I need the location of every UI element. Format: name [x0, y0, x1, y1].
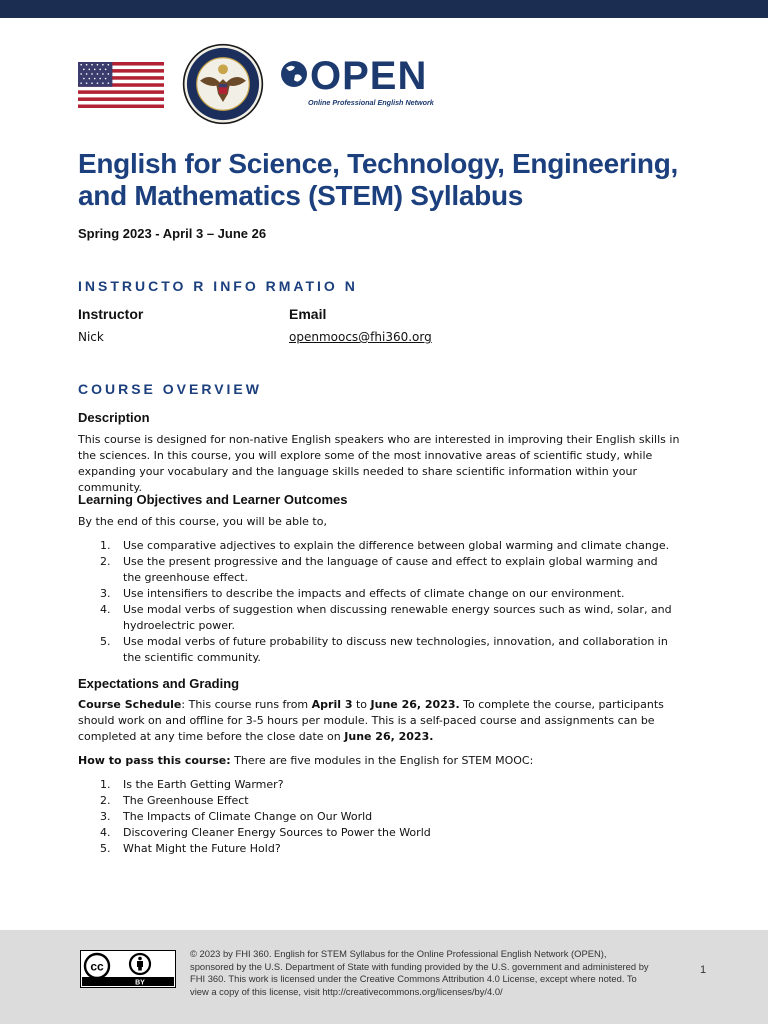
- objective-text: Use modal verbs of future probability to discuss new technologies, innovation, and collaboration in the scientific community.: [123, 635, 668, 664]
- list-number: 4.: [100, 603, 111, 616]
- creative-commons-by-icon: [80, 950, 176, 988]
- list-number: 1.: [100, 539, 111, 552]
- objective-text: Use modal verbs of suggestion when discussing renewable energy sources such as wind, solar, and hydroelectric power.: [123, 603, 672, 632]
- module-title: Is the Earth Getting Warmer?: [123, 778, 284, 791]
- list-number: 4.: [100, 826, 111, 839]
- cc-by-label: BY: [135, 979, 145, 987]
- module-title: The Greenhouse Effect: [123, 794, 249, 807]
- term-dates: Spring 2023 - April 3 – June 26: [78, 226, 267, 241]
- globe-icon: [280, 58, 308, 94]
- list-number: 5.: [100, 842, 111, 855]
- expectations-heading: Expectations and Grading: [78, 676, 240, 691]
- schedule-start-date: April 3: [311, 698, 353, 711]
- instructor-name: Nick: [78, 330, 104, 344]
- open-logo: [280, 54, 434, 110]
- open-logo-subtitle: Online Professional English Network: [308, 98, 434, 107]
- how-to-pass-label: How to pass this course:: [78, 754, 231, 767]
- list-item: [78, 602, 678, 634]
- license-text: © 2023 by FHI 360. English for STEM Syllabus for the Online Professional English Network (OPEN), sponsored by the U.S. Department of State with funding provided by the U.S. government and administered by FHI 360. This work is licensed under the Creative Commons Attribution 4.0 License, except where noted. To view a copy of this license, visit http://creativecommons.org/licenses/by/4.0/: [190, 948, 649, 997]
- list-item: [78, 841, 678, 857]
- list-item: [78, 777, 678, 793]
- open-logo-text: OPEN: [310, 54, 428, 98]
- schedule-text-part: : This course runs from: [181, 698, 312, 711]
- list-number: 2.: [100, 555, 111, 568]
- objectives-list: [78, 538, 678, 666]
- list-number: 1.: [100, 778, 111, 791]
- modules-list: [78, 777, 678, 857]
- how-to-pass-text: [78, 753, 693, 769]
- list-item: [78, 586, 678, 602]
- course-overview-heading: COURSE OVERVIEW: [78, 381, 262, 397]
- list-number: 5.: [100, 635, 111, 648]
- instructor-email-link[interactable]: openmoocs@fhi360.org: [289, 330, 432, 344]
- list-number: 3.: [100, 587, 111, 600]
- svg-text:cc: cc: [90, 959, 104, 974]
- us-flag-icon: [78, 62, 164, 108]
- list-item: [78, 554, 678, 586]
- list-item: [78, 809, 678, 825]
- logo-row: [78, 42, 434, 128]
- list-item: [78, 538, 678, 554]
- email-column-header: Email: [289, 306, 327, 322]
- department-of-state-seal-icon: [182, 42, 264, 126]
- description-text: This course is designed for non-native English speakers who are interested in improving their English skills in the sciences. In this course, you will explore some of the most innovative areas of scientific study, while expanding your vocabulary and the language skills needed to share scientific information within your community.: [78, 433, 680, 494]
- page-footer: [0, 930, 768, 1024]
- list-item: [78, 793, 678, 809]
- how-to-pass-detail: There are five modules in the English for STEM MOOC:: [230, 754, 534, 767]
- schedule-label: Course Schedule: [78, 698, 182, 711]
- list-number: 3.: [100, 810, 111, 823]
- page-number: 1: [700, 964, 707, 976]
- objectives-heading: Learning Objectives and Learner Outcomes: [78, 492, 348, 507]
- description-heading: Description: [78, 410, 150, 425]
- page-title: English for Science, Technology, Engineering, and Mathematics (STEM) Syllabus: [78, 148, 678, 211]
- module-title: Discovering Cleaner Energy Sources to Power the World: [123, 826, 431, 839]
- objective-text: Use comparative adjectives to explain the difference between global warming and climate change.: [123, 539, 670, 552]
- schedule-text-part: to: [352, 698, 371, 711]
- schedule-close-date: June 26, 2023.: [344, 730, 434, 743]
- instructor-column-header: Instructor: [78, 306, 144, 322]
- module-title: What Might the Future Hold?: [123, 842, 281, 855]
- course-schedule-text: [78, 697, 693, 745]
- module-title: The Impacts of Climate Change on Our World: [123, 810, 373, 823]
- list-item: [78, 634, 678, 666]
- top-banner-bar: [0, 0, 768, 18]
- list-number: 2.: [100, 794, 111, 807]
- objective-text: Use the present progressive and the language of cause and effect to explain global warming and the greenhouse effect.: [123, 555, 658, 584]
- objectives-intro: By the end of this course, you will be able to,: [78, 515, 327, 528]
- schedule-end-date: June 26, 2023.: [370, 698, 460, 711]
- instructor-info-heading: INSTRUCTO R INFO RMATIO N: [78, 278, 358, 294]
- schedule-text-part: To complete the course, participants should work on and offline for 3-5 hours per module. This is a self-paced course and assignments can be completed at any time before the close date on: [78, 698, 664, 743]
- objective-text: Use intensifiers to describe the impacts and effects of climate change on our environment.: [123, 587, 625, 600]
- list-item: [78, 825, 678, 841]
